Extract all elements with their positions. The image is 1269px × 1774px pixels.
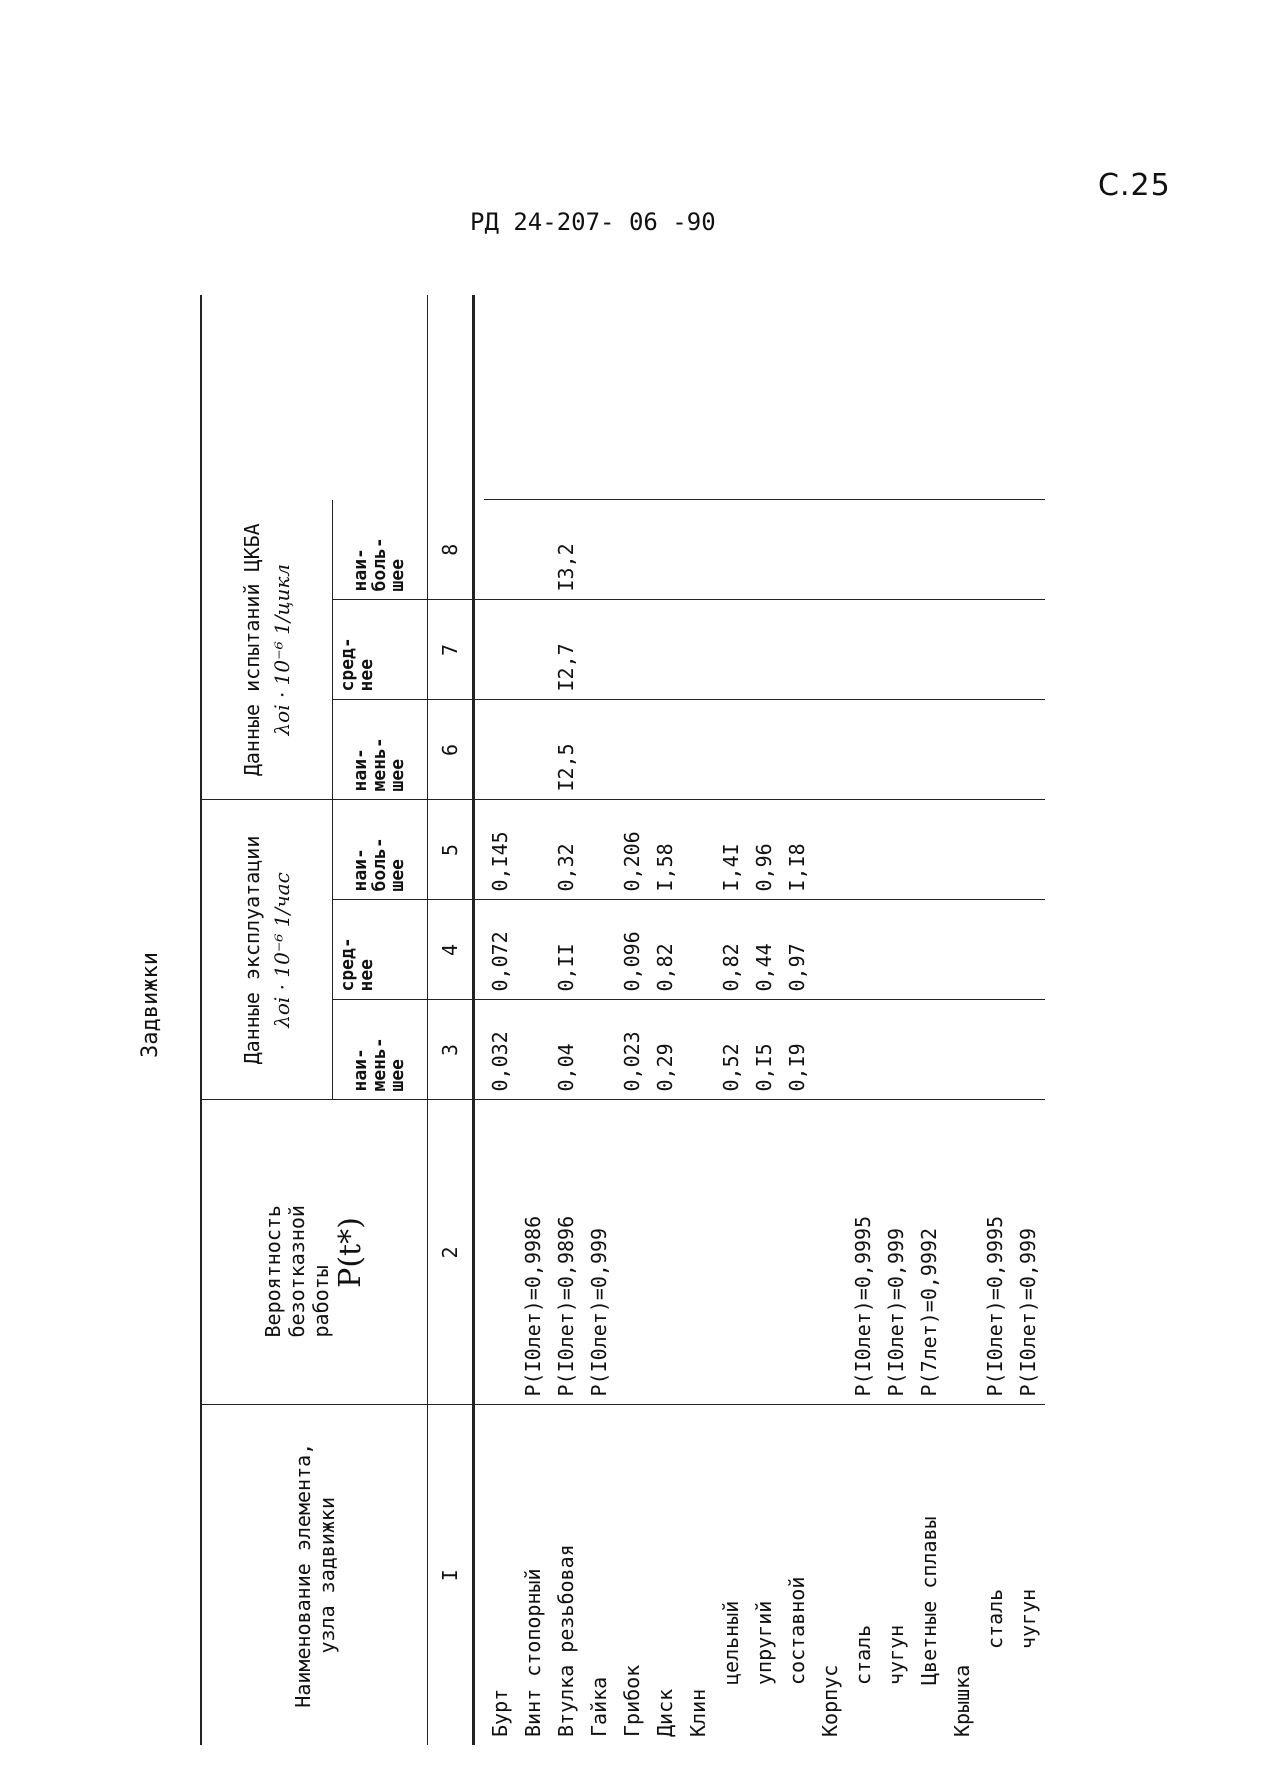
subheader-max-operation [333,800,428,900]
element-name: Втулка резьбовая [554,1544,578,1737]
rate-value-c6 [715,700,748,800]
subheader-max-text: наи- боль- шее [349,537,409,592]
rate-value-c5: I,I8 [781,800,814,900]
rate-value-c4: 0,II [550,900,583,1000]
rate-value-c6 [517,700,550,800]
header-probability-label: Вероятность безотказной работы [260,1205,333,1338]
rate-value-c3: 0,I5 [748,1000,781,1100]
blank-cell [550,295,583,500]
table-row [781,295,814,1745]
blank-cell [715,295,748,500]
group-operation-rate: λoi · 10⁻⁶ 1/час [270,872,294,1028]
rate-value-c7 [583,600,616,700]
rate-value-c3 [979,1000,1012,1100]
page-number: С.25 [1098,168,1171,203]
rate-value-c8 [880,500,913,600]
col-number-5: 5 [428,800,474,900]
rate-value-c8 [484,500,517,600]
table-row [847,295,880,1745]
rate-value-c6 [748,700,781,800]
rate-value-c3: 0,52 [715,1000,748,1100]
blank-cell [913,295,946,500]
rate-value-c3: 0,032 [484,1000,517,1100]
rate-value-c3 [814,1000,847,1100]
table-row [616,295,649,1745]
rate-value-c4 [682,900,715,1000]
rate-value-c3 [880,1000,913,1100]
rate-value-c3 [682,1000,715,1100]
rate-value-c3 [946,1000,979,1100]
rate-value-c6 [781,700,814,800]
rate-value-c3 [1012,1000,1045,1100]
blank-cell [583,295,616,500]
blank-cell [781,295,814,500]
subheader-avg-text: сред- нее [337,637,377,692]
element-name: Грибок [620,1664,644,1737]
element-name: Винт стопорный [521,1568,545,1737]
probability-value: P(7лет)=0,9992 [913,1100,946,1405]
rate-value-c5 [583,800,616,900]
blank-cell [484,295,517,500]
element-name: Бурт [488,1688,512,1737]
rate-value-c4 [1012,900,1045,1000]
rate-value-c4: 0,97 [781,900,814,1000]
rate-value-c4 [979,900,1012,1000]
blank-cell [517,295,550,500]
rate-value-c5 [1012,800,1045,900]
rate-value-c5 [979,800,1012,900]
rate-value-c4 [814,900,847,1000]
element-name: сталь [851,1624,875,1685]
rate-value-c5 [814,800,847,900]
table-title: Задвижки [138,952,163,1058]
table-row [550,295,583,1745]
table-row [715,295,748,1745]
table-row [913,295,946,1745]
table-body [474,295,1045,1745]
rate-value-c6 [649,700,682,800]
rate-value-c8 [682,500,715,600]
rate-value-c7 [715,600,748,700]
rate-value-c4: 0,44 [748,900,781,1000]
rate-value-c8 [781,500,814,600]
rate-value-c7 [517,600,550,700]
rate-value-c4 [517,900,550,1000]
probability-value [946,1100,979,1405]
rate-value-c6 [682,700,715,800]
rate-value-c7 [649,600,682,700]
probability-value: P(I0лет)=0,999 [880,1100,913,1405]
rate-value-c5: I,58 [649,800,682,900]
table-row [748,295,781,1745]
subheader-min-operation [333,1000,428,1100]
header-probability [201,1100,428,1405]
rate-value-c7 [814,600,847,700]
rate-value-c5: 0,96 [748,800,781,900]
probability-value [616,1100,649,1405]
col-number-4: 4 [428,900,474,1000]
element-name: составной [785,1576,809,1685]
rate-value-c4 [880,900,913,1000]
rate-value-c4: 0,82 [715,900,748,1000]
rate-value-c6: I2,5 [550,700,583,800]
group-tests-rate: λoi · 10⁻⁶ 1/цикл [270,563,294,736]
subheader-avg-operation [333,900,428,1000]
rate-value-c3 [583,1000,616,1100]
rate-value-c4 [847,900,880,1000]
probability-value: P(I0лет)=0,9995 [847,1100,880,1405]
col-number-8: 8 [428,500,474,600]
probability-value: P(I0лет)=0,9896 [550,1100,583,1405]
rate-value-c5: 0,I45 [484,800,517,900]
header-element-name: Наименование элемента, узла задвижки [201,1405,428,1745]
probability-symbol: P(t*) [332,1217,368,1288]
rate-value-c7: I2,7 [550,600,583,700]
table-row [649,295,682,1745]
rate-value-c7 [682,600,715,700]
subheader-avg-text: сред- нее [337,937,377,992]
col-number-blank [428,295,474,500]
rate-value-c4: 0,096 [616,900,649,1000]
blank-cell [748,295,781,500]
probability-value: P(I0лет)=0,999 [583,1100,616,1405]
rate-value-c7 [979,600,1012,700]
rate-value-c6 [814,700,847,800]
probability-value [715,1100,748,1405]
rate-value-c6 [616,700,649,800]
rate-value-c4 [946,900,979,1000]
subheader-min-text: наи- мень- шее [349,737,409,792]
group-tests-title: Данные испытаний ЦКБА [240,523,264,777]
element-name: Корпус [818,1664,842,1737]
rate-value-c8 [946,500,979,600]
rate-value-c8 [583,500,616,600]
rotated-table-area [130,285,1190,1745]
rate-value-c7 [847,600,880,700]
rate-value-c3: 0,04 [550,1000,583,1100]
subheader-max-text: наи- боль- шее [349,837,409,892]
rate-value-c5 [847,800,880,900]
rate-value-c7 [913,600,946,700]
element-name: Диск [653,1688,677,1737]
blank-cell [1012,295,1045,500]
probability-value: P(I0лет)=0,9986 [517,1100,550,1405]
probability-value [682,1100,715,1405]
blank-cell [682,295,715,500]
table-row [880,295,913,1745]
table-row [979,295,1012,1745]
header-blank [201,295,428,500]
rate-value-c3 [847,1000,880,1100]
subheader-max-tests [333,500,428,600]
rate-value-c5 [682,800,715,900]
element-name: Гайка [587,1676,611,1737]
table-row [1012,295,1045,1745]
blank-cell [649,295,682,500]
header-group-tests [201,500,333,800]
probability-value: P(I0лет)=0,9995 [979,1100,1012,1405]
rate-value-c3: 0,29 [649,1000,682,1100]
rate-value-c5 [880,800,913,900]
probability-value [781,1100,814,1405]
rate-value-c5 [517,800,550,900]
rate-value-c3 [913,1000,946,1100]
rate-value-c8 [649,500,682,600]
col-number-2: 2 [428,1100,474,1405]
element-name: чугун [884,1624,908,1685]
blank-cell [979,295,1012,500]
rate-value-c5: I,4I [715,800,748,900]
rate-value-c6 [913,700,946,800]
header-group-operation [201,800,333,1100]
element-name: Клин [686,1688,710,1737]
rate-value-c8 [979,500,1012,600]
table-row [484,295,517,1745]
rate-value-c8 [814,500,847,600]
rate-value-c6 [1012,700,1045,800]
rate-value-c6 [847,700,880,800]
rate-value-c5 [913,800,946,900]
rate-value-c4 [913,900,946,1000]
table-row [682,295,715,1745]
rate-value-c5: 0,206 [616,800,649,900]
element-name: Цветные сплавы [917,1516,941,1685]
col-number-6: 6 [428,700,474,800]
probability-value [484,1100,517,1405]
rate-value-c8 [847,500,880,600]
rate-value-c4 [583,900,616,1000]
document-code: РД 24-207- 06 -90 [470,208,716,236]
rate-value-c3 [517,1000,550,1100]
blank-cell [880,295,913,500]
rate-value-c7 [781,600,814,700]
table-row [583,295,616,1745]
rate-value-c7 [946,600,979,700]
rate-value-c7 [1012,600,1045,700]
element-name: цельный [719,1600,743,1685]
col-number-3: 3 [428,1000,474,1100]
subheader-avg-tests [333,600,428,700]
rate-value-c4: 0,82 [649,900,682,1000]
probability-value [649,1100,682,1405]
element-name: чугун [1016,1588,1040,1649]
rate-value-c6 [484,700,517,800]
blank-cell [946,295,979,500]
probability-value: P(I0лет)=0,999 [1012,1100,1045,1405]
reliability-table [200,295,1045,1745]
rate-value-c6 [979,700,1012,800]
probability-value [814,1100,847,1405]
rate-value-c8: I3,2 [550,500,583,600]
rate-value-c3: 0,I9 [781,1000,814,1100]
rate-value-c7 [880,600,913,700]
table-row [814,295,847,1745]
element-name: Крышка [950,1664,974,1737]
rate-value-c7 [616,600,649,700]
rate-value-c7 [748,600,781,700]
rate-value-c6 [583,700,616,800]
rate-value-c6 [946,700,979,800]
rate-value-c3: 0,023 [616,1000,649,1100]
rate-value-c8 [517,500,550,600]
rate-value-c8 [1012,500,1045,600]
rate-value-c7 [484,600,517,700]
rate-value-c6 [880,700,913,800]
rate-value-c4: 0,072 [484,900,517,1000]
rate-value-c8 [616,500,649,600]
group-operation-title: Данные эксплуатации [240,835,264,1065]
col-number-1: I [428,1405,474,1745]
rate-value-c8 [715,500,748,600]
blank-cell [814,295,847,500]
element-name: упругий [752,1600,776,1685]
subheader-min-tests [333,700,428,800]
rate-value-c8 [913,500,946,600]
probability-value [748,1100,781,1405]
rate-value-c5: 0,32 [550,800,583,900]
blank-cell [847,295,880,500]
col-number-7: 7 [428,600,474,700]
element-name: сталь [983,1588,1007,1649]
rate-value-c8 [748,500,781,600]
table-row [946,295,979,1745]
rate-value-c5 [946,800,979,900]
table-row [517,295,550,1745]
subheader-min-text: наи- мень- шее [349,1037,409,1092]
blank-cell [616,295,649,500]
